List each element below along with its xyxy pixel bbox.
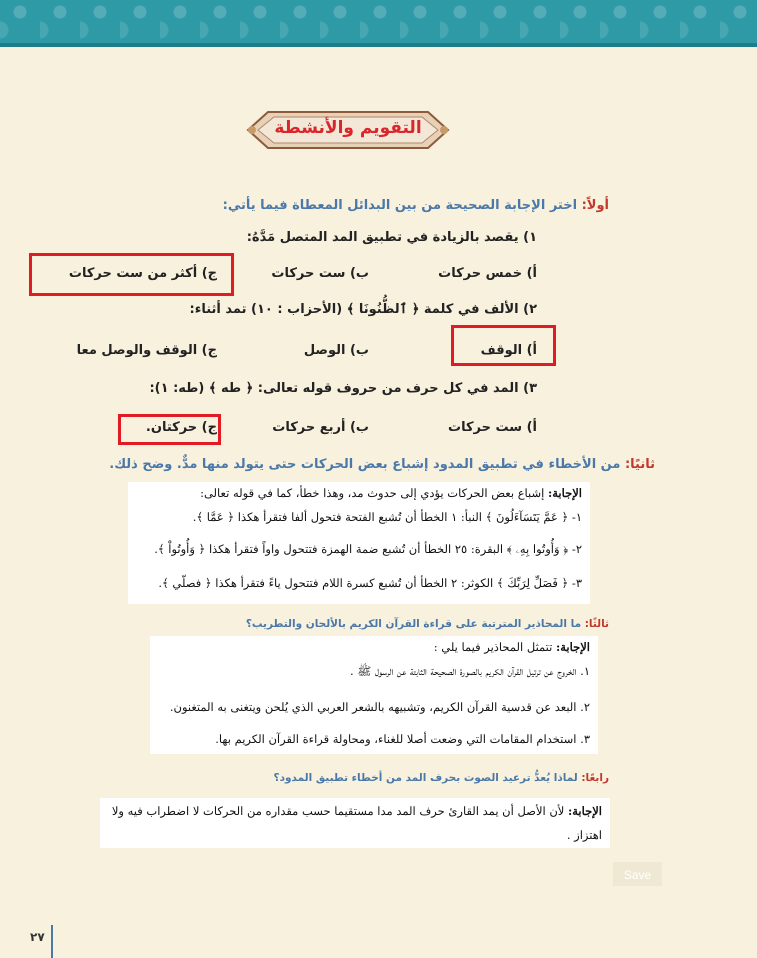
section2-heading-text: من الأخطاء في تطبيق المدود إشباع بعض الحركات حتى يتولد منها مدٌّ. وضح ذلك. bbox=[109, 457, 621, 472]
section3-answer-box bbox=[150, 636, 598, 754]
section3-answer-line2: ٢. البعد عن قدسية القرآن الكريم، وتشبيهه بالشعر العربي الذي يُلحن ويتغنى به المتغنون. bbox=[169, 700, 590, 714]
q3-text: ٣) المد في كل حرف من حروف قوله تعالى: ﴿ طه ﴾ (طه: ١): bbox=[149, 381, 537, 396]
answer-label: الإجابة: bbox=[556, 640, 590, 654]
section2-heading bbox=[109, 457, 655, 472]
section4-heading bbox=[274, 772, 609, 784]
q2-option-c: ج) الوقف والوصل معا bbox=[76, 343, 217, 358]
answer-text: لأن الأصل أن يمد القارئ حرف المد مدا مستقيما حسب مقداره من الحركات لا اضطراب فيه ولا bbox=[111, 804, 565, 818]
section2-heading-number: ثانيًا: bbox=[624, 457, 655, 472]
section2-answer-intro bbox=[200, 486, 582, 500]
q2-option-a: أ) الوقف bbox=[480, 343, 537, 358]
section1-heading bbox=[223, 198, 609, 213]
save-button[interactable]: Save bbox=[613, 862, 662, 886]
section1-heading-text: اختر الإجابة الصحيحة من بين البدائل المعطاة فيما يأتي: bbox=[222, 198, 578, 213]
decorative-top-band bbox=[0, 0, 757, 47]
answer-intro-text: إشباع بعض الحركات يؤدي إلى حدوث مد، وهذا خطأ، كما في قوله تعالى: bbox=[200, 486, 545, 500]
q3-option-c: ج) حركتان. bbox=[145, 420, 217, 435]
q3-option-a: أ) ست حركات bbox=[448, 420, 537, 435]
section3-heading bbox=[246, 618, 609, 630]
highlight-box-q3 bbox=[118, 414, 221, 445]
page-title: التقويم والأنشطة bbox=[274, 118, 422, 138]
section4-answer-line2: اهتزاز . bbox=[566, 828, 602, 842]
highlight-box-q1 bbox=[29, 253, 234, 296]
page-number: ٢٧ bbox=[30, 930, 45, 944]
q1-option-c: ج) أكثر من ست حركات bbox=[68, 266, 217, 281]
answer-label: الإجابة: bbox=[568, 804, 602, 818]
section4-heading-text: لماذا يُعدُّ ترعيد الصوت بحرف المد من أخطاء تطبيق المدود؟ bbox=[273, 772, 578, 784]
q1-option-b: ب) ست حركات bbox=[271, 266, 369, 281]
section3-answer-line1: ١. الخروج عن ترتيل القرآن الكريم بالصورة الصحيحة الثابتة عن الرسول ﷺ . bbox=[350, 664, 590, 678]
section-title-banner bbox=[238, 108, 458, 152]
section4-heading-number: رابعًا: bbox=[581, 772, 609, 784]
section3-heading-number: ثالثًا: bbox=[584, 618, 609, 630]
q1-option-a: أ) خمس حركات bbox=[438, 266, 537, 281]
section3-answer-line3: ٣. استخدام المقامات التي وضعت أصلا للغناء، ومحاولة قراءة القرآن الكريم بها. bbox=[215, 732, 590, 746]
page-number-divider bbox=[51, 925, 53, 958]
section4-answer-line1 bbox=[112, 804, 602, 818]
section2-answer-box bbox=[128, 482, 590, 604]
section2-answer-line2: ٢- ﴿ وَأُوتُوا بِهِۦ ﴾ البقرة: ٢٥ الخطأ أن تُشبع ضمة الهمزة فتتحول واواً فتقرأ هكذا ﴿ وَأُوتُواْ ﴾. bbox=[154, 542, 582, 556]
section3-heading-text: ما المحاذير المترتبة على قراءة القرآن الكريم بالألحان والتطريب؟ bbox=[245, 618, 582, 630]
section1-heading-number: أولاً: bbox=[581, 198, 609, 213]
highlight-box-q2 bbox=[451, 325, 556, 366]
q2-text: ٢) الألف في كلمة ﴿ ٱلظُّنُونَا ﴾ (الأحزاب : ١٠) تمد أثناء: bbox=[189, 302, 537, 317]
section3-answer-intro bbox=[434, 640, 590, 654]
section4-answer-box bbox=[100, 798, 610, 848]
q2-option-b: ب) الوصل bbox=[303, 343, 369, 358]
q1-text: ١) يقصد بالزيادة في تطبيق المد المتصل مَدَّهُ: bbox=[246, 230, 537, 245]
section2-answer-line3: ٣- ﴿ فَصَلِّ لِرَبِّكَ ﴾ الكوثر: ٢ الخطأ أن تُشبع كسرة اللام فتتحول ياءً فتقرأ هكذا ﴿ فصلّي ﴾. bbox=[158, 576, 582, 590]
q3-option-b: ب) أربع حركات bbox=[272, 420, 369, 435]
section2-answer-line1: ١- ﴿ عَمَّ يَتَسَآءَلُونَ ﴾ النبأ: ١ الخطأ أن تُشبع الفتحة فتحول ألفا فتقرأ هكذا ﴿ عَمَّا ﴾. bbox=[192, 510, 582, 524]
answer-intro-text: تتمثل المحاذير فيما يلي : bbox=[433, 640, 553, 654]
answer-label: الإجابة: bbox=[548, 486, 582, 500]
